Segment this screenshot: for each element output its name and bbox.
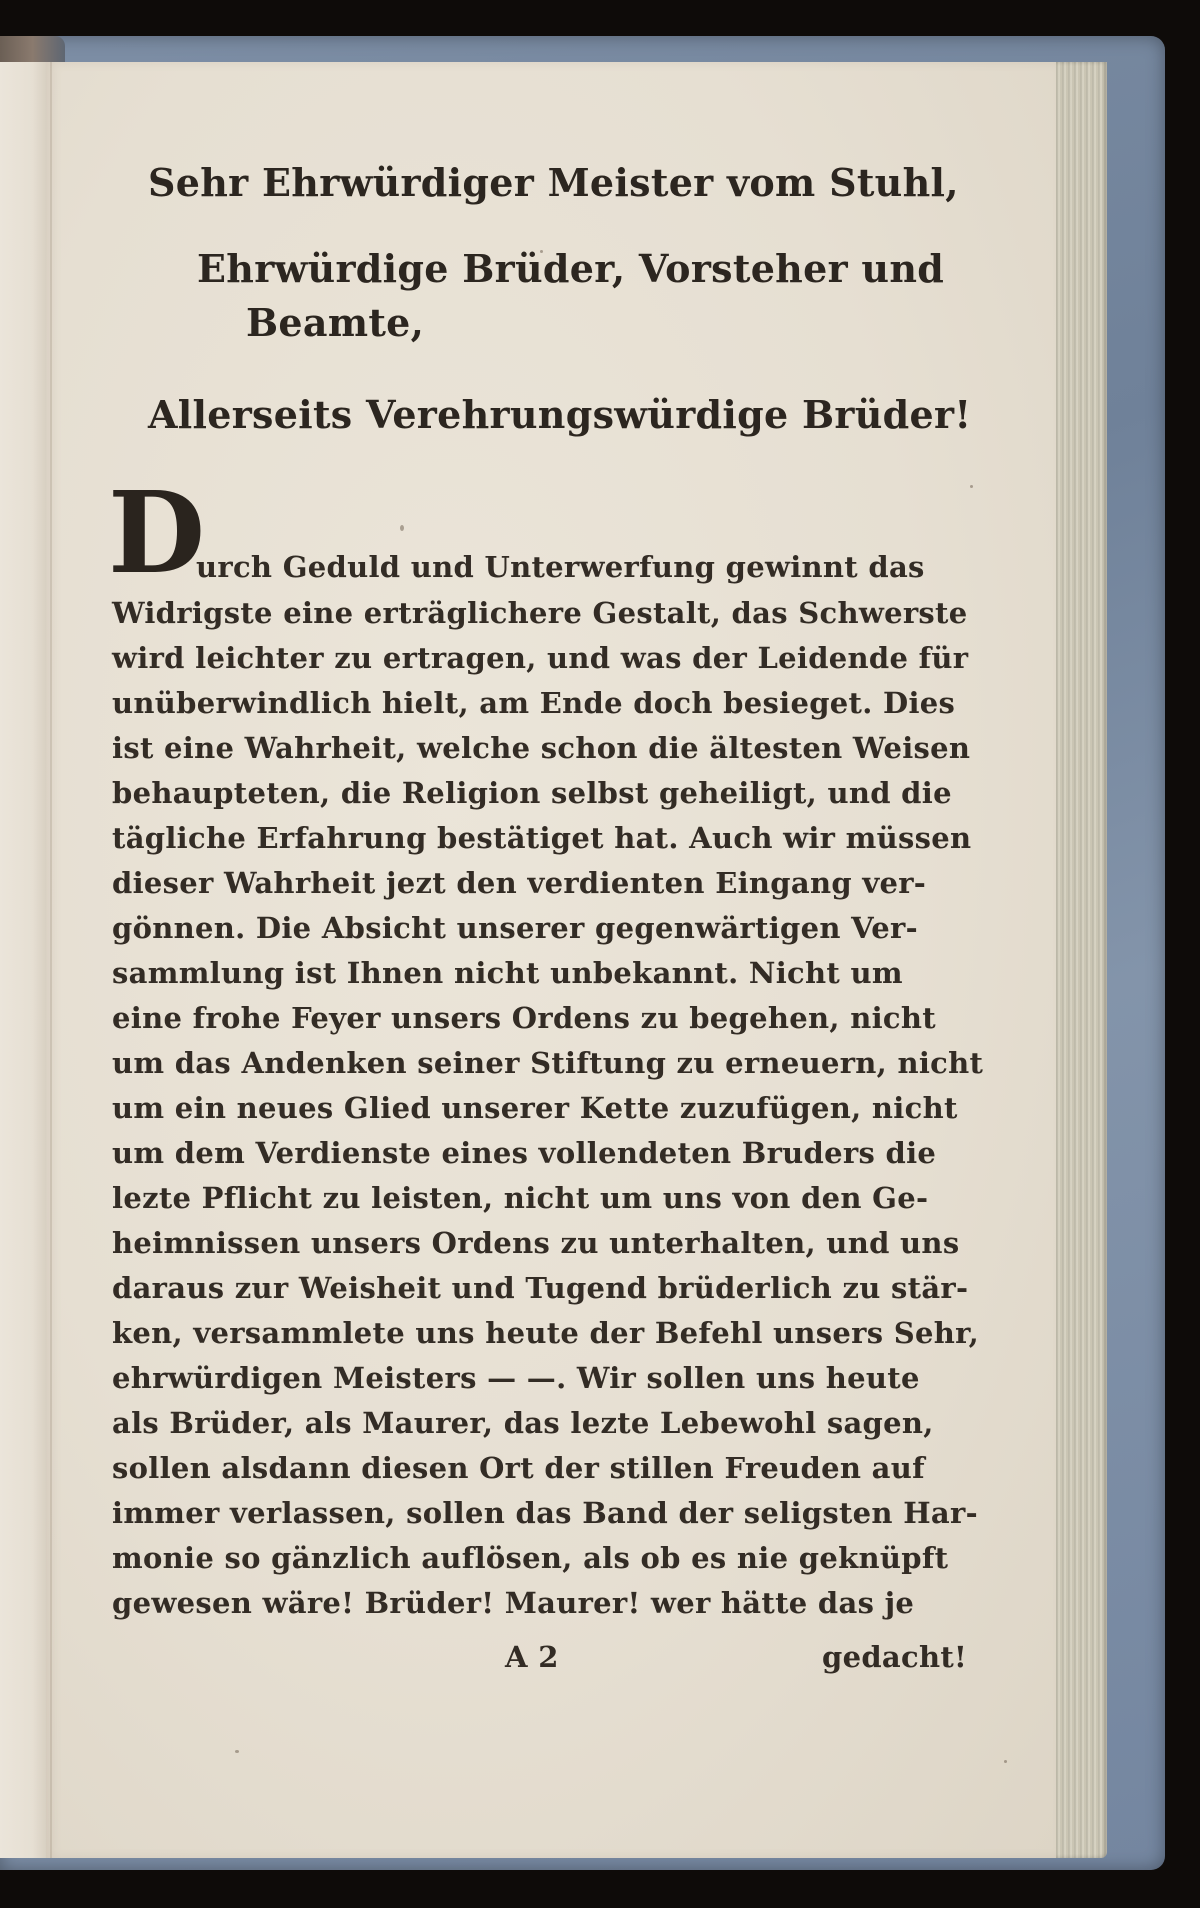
left-page-sliver bbox=[0, 62, 47, 1858]
body-line: um das Andenken seiner Stiftung zu erneuern, nicht bbox=[112, 1046, 984, 1080]
body-line: um dem Verdienste eines vollendeten Bruders die bbox=[112, 1136, 937, 1170]
page-edges bbox=[1055, 62, 1107, 1858]
body-line: daraus zur Weisheit und Tugend brüderlich zu stär- bbox=[112, 1271, 969, 1305]
body-line: ist eine Wahrheit, welche schon die ältesten Weisen bbox=[112, 731, 971, 765]
signature-mark: A 2 bbox=[505, 1640, 559, 1674]
body-line: sollen alsdann diesen Ort der stillen Freuden auf bbox=[112, 1451, 925, 1485]
paper-speck bbox=[235, 1750, 239, 1753]
paper-speck bbox=[540, 250, 543, 253]
salutation-line-1: Sehr Ehrwürdiger Meister vom Stuhl, bbox=[148, 160, 959, 205]
catchword: gedacht! bbox=[822, 1640, 968, 1674]
body-line: gewesen wäre! Brüder! Maurer! wer hätte das je bbox=[112, 1586, 915, 1620]
body-line: sammlung ist Ihnen nicht unbekannt. Nicht um bbox=[112, 956, 903, 990]
paper-speck bbox=[400, 525, 404, 531]
body-line: behaupteten, die Religion selbst geheiligt, und die bbox=[112, 776, 952, 810]
body-line: als Brüder, als Maurer, das lezte Lebewohl sagen, bbox=[112, 1406, 934, 1440]
body-line: immer verlassen, sollen das Band der seligsten Har- bbox=[112, 1496, 978, 1530]
body-line: wird leichter zu ertragen, und was der Leidende für bbox=[112, 641, 969, 675]
body-line: ken, versammlete uns heute der Befehl unsers Sehr, bbox=[112, 1316, 980, 1350]
body-line: heimnissen unsers Ordens zu unterhalten, und uns bbox=[112, 1226, 960, 1260]
salutation-line-2: Ehrwürdige Brüder, Vorsteher und bbox=[197, 246, 945, 291]
page-gutter bbox=[50, 62, 52, 1858]
drop-cap: D bbox=[108, 468, 206, 599]
salutation-line-3: Beamte, bbox=[246, 300, 425, 345]
salutation-line-4: Allerseits Verehrungswürdige Brüder! bbox=[148, 392, 972, 437]
body-line: urch Geduld und Unterwerfung gewinnt das bbox=[196, 550, 925, 584]
body-line: dieser Wahrheit jezt den verdienten Eingang ver- bbox=[112, 866, 927, 900]
body-line: unüberwindlich hielt, am Ende doch besieget. Dies bbox=[112, 686, 956, 720]
body-line: um ein neues Glied unserer Kette zuzufügen, nicht bbox=[112, 1091, 958, 1125]
body-line: monie so gänzlich auflösen, als ob es nie geknüpft bbox=[112, 1541, 949, 1575]
paper-speck bbox=[1004, 1760, 1007, 1763]
body-line: Widrigste eine erträglichere Gestalt, das Schwerste bbox=[112, 596, 968, 630]
body-line: gönnen. Die Absicht unserer gegenwärtigen Ver- bbox=[112, 911, 918, 945]
body-line: eine frohe Feyer unsers Ordens zu begehen, nicht bbox=[112, 1001, 936, 1035]
body-line: ehrwürdigen Meisters — —. Wir sollen uns heute bbox=[112, 1361, 920, 1395]
body-line: lezte Pflicht zu leisten, nicht um uns von den Ge- bbox=[112, 1181, 929, 1215]
paper-speck bbox=[970, 485, 973, 488]
body-line: tägliche Erfahrung bestätiget hat. Auch wir müssen bbox=[112, 821, 972, 855]
